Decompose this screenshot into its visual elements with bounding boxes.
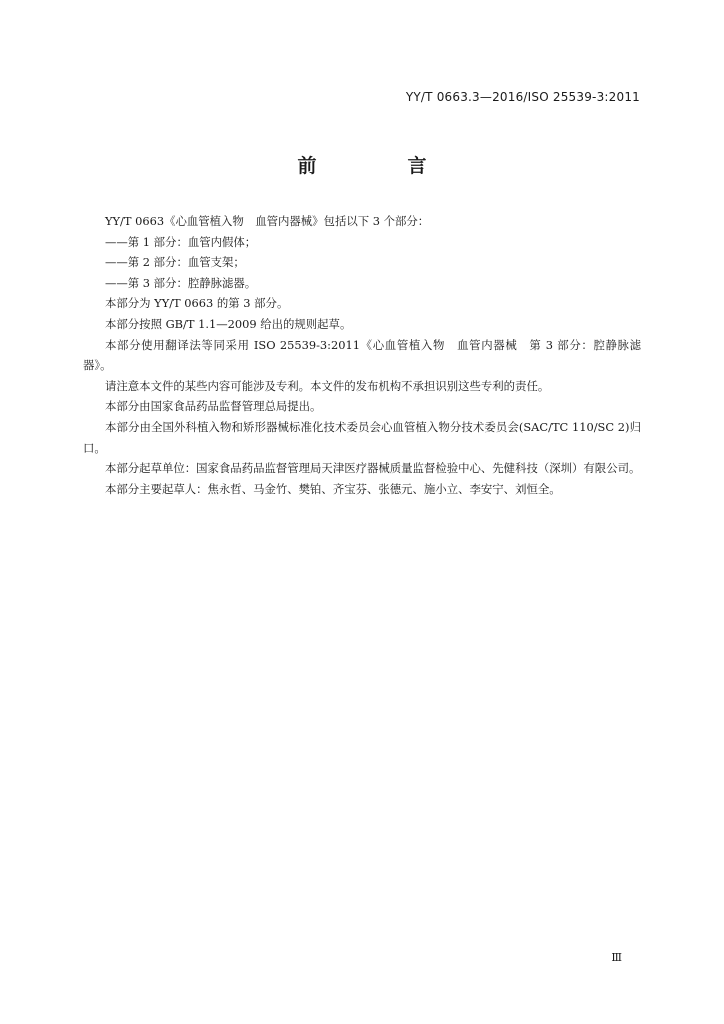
standard-code-header: YY/T 0663.3—2016/ISO 25539-3:2011 bbox=[405, 90, 640, 104]
paragraph-proposer: 本部分由国家食品药品监督管理总局提出。 bbox=[105, 399, 322, 414]
foreword-body bbox=[83, 211, 641, 499]
list-item-part-3: ——第 3 部分：腔静脉滤器。 bbox=[105, 275, 257, 290]
paragraph-patent-notice: 请注意本文件的某些内容可能涉及专利。本文件的发布机构不承担识别这些专利的责任。 bbox=[105, 378, 550, 393]
paragraph-adoption: 本部分使用翻译法等同采用 ISO 25539-3:2011《心血管植入物 血管内器械 第 3 部分：腔静脉滤器》。 bbox=[83, 337, 641, 373]
page-title: 前 言 bbox=[297, 155, 463, 177]
paragraph-parts-intro: YY/T 0663《心血管植入物 血管内器械》包括以下 3 个部分： bbox=[105, 214, 430, 228]
paragraph-drafting-units: 本部分起草单位：国家食品药品监督管理局天津医疗器械质量监督检验中心、先健科技（深圳）有限公司。 bbox=[105, 461, 641, 476]
page-number: Ⅲ bbox=[611, 951, 622, 964]
paragraph-committee: 本部分由全国外科植入物和矫形器械标准化技术委员会心血管植入物分技术委员会(SAC/TC 110/SC 2)归口。 bbox=[83, 419, 641, 455]
paragraph-part-scope: 本部分为 YY/T 0663 的第 3 部分。 bbox=[105, 296, 289, 311]
paragraph-drafters: 本部分主要起草人：焦永哲、马金竹、樊铂、齐宝芬、张德元、施小立、李安宁、刘恒全。 bbox=[105, 481, 561, 496]
list-item-part-1: ——第 1 部分：血管内假体； bbox=[105, 234, 257, 249]
list-item-part-2: ——第 2 部分：血管支架； bbox=[105, 255, 245, 270]
paragraph-drafting-rules: 本部分按照 GB/T 1.1—2009 给出的规则起草。 bbox=[105, 316, 352, 331]
